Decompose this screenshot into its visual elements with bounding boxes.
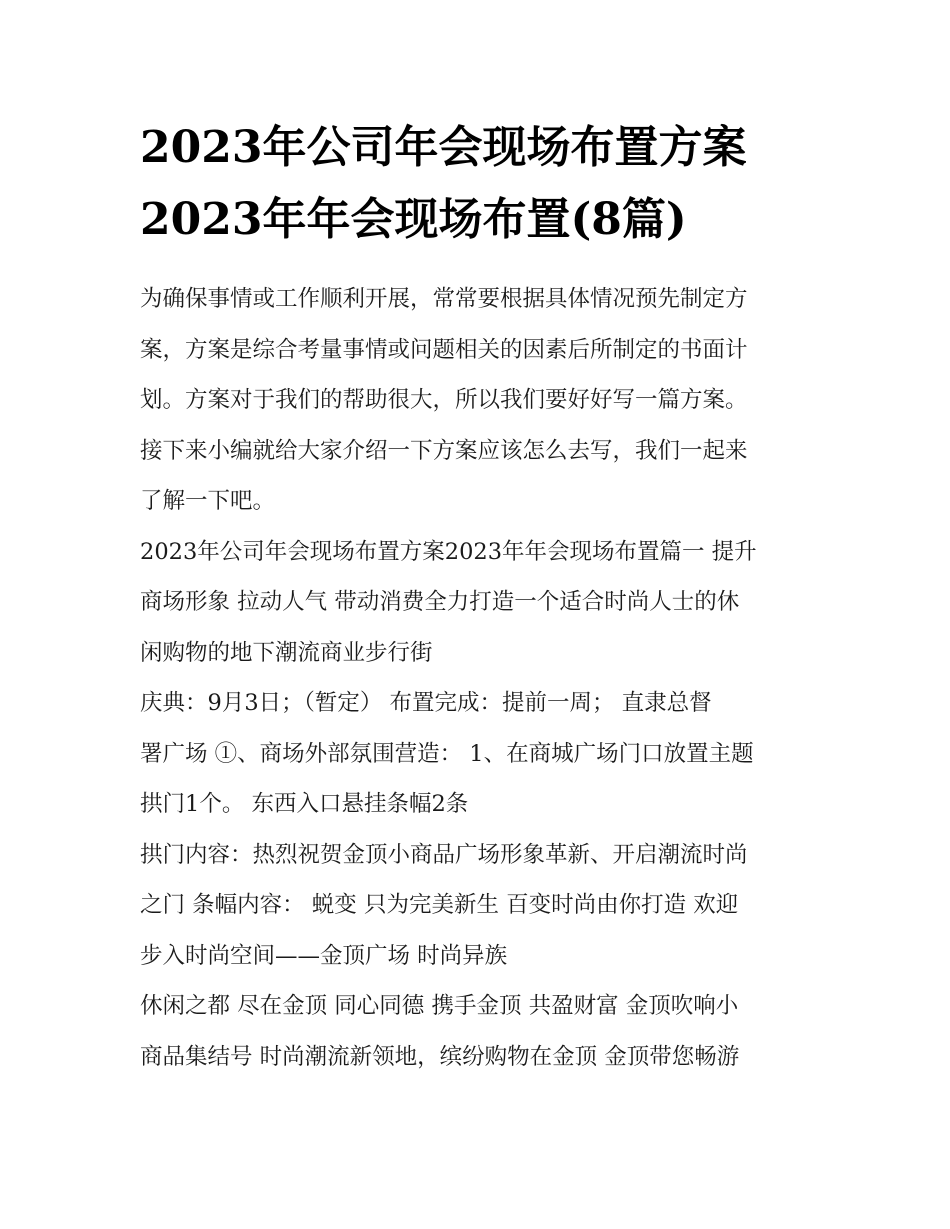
text-line: 商场形象 拉动人气 带动消费全力打造一个适合时尚人士的休 <box>140 589 740 615</box>
text-line: 庆典：9月3日；（暂定） 布置完成：提前一周； 直隶总督 <box>140 690 712 716</box>
text-line: 署广场 ①、商场外部氛围营造： 1、在商城广场门口放置主题 <box>140 740 754 767</box>
paragraph-section-one <box>140 527 820 679</box>
text-line: 2023年公司年会现场布置方案2023年年会现场布置篇一 提升 <box>140 538 757 565</box>
text-line: 案，方案是综合考量事情或问题相关的因素后所制定的书面计 <box>140 336 748 363</box>
text-line: 休闲之都 尽在金顶 同心同德 携手金顶 共盈财富 金顶吹响小 <box>140 993 739 1019</box>
text-line: 商品集结号 时尚潮流新领地，缤纷购物在金顶 金顶带您畅游 <box>140 1043 740 1070</box>
paragraph-arch-content <box>140 830 820 982</box>
text-line: 闲购物的地下潮流商业步行街 <box>140 639 433 666</box>
document-page <box>140 112 820 1082</box>
text-line: 划。方案对于我们的帮助很大，所以我们要好好写一篇方案。 <box>140 387 748 413</box>
text-line: 拱门内容：热烈祝贺金顶小商品广场形象革新、开启潮流时尚 <box>140 841 748 868</box>
text-line: 为确保事情或工作顺利开展，常常要根据具体情况预先制定方 <box>140 286 748 312</box>
paragraph-intro <box>140 274 820 527</box>
text-line: 之门 条幅内容： 蜕变 只为完美新生 百变时尚由你打造 欢迎 <box>140 892 739 918</box>
document-title <box>140 112 820 256</box>
paragraph-ceremony <box>140 678 820 830</box>
title-line-2: 2023年年会现场布置(8篇) <box>140 194 687 245</box>
title-line-1: 2023年公司年会现场布置方案 <box>140 122 747 173</box>
paragraph-slogans <box>140 981 820 1082</box>
text-line: 步入时尚空间——金顶广场 时尚异族 <box>140 942 508 969</box>
text-line: 了解一下吧。 <box>140 488 276 514</box>
text-line: 接下来小编就给大家介绍一下方案应该怎么去写，我们一起来 <box>140 437 748 464</box>
text-line: 拱门1个。 东西入口悬挂条幅2条 <box>140 791 469 817</box>
